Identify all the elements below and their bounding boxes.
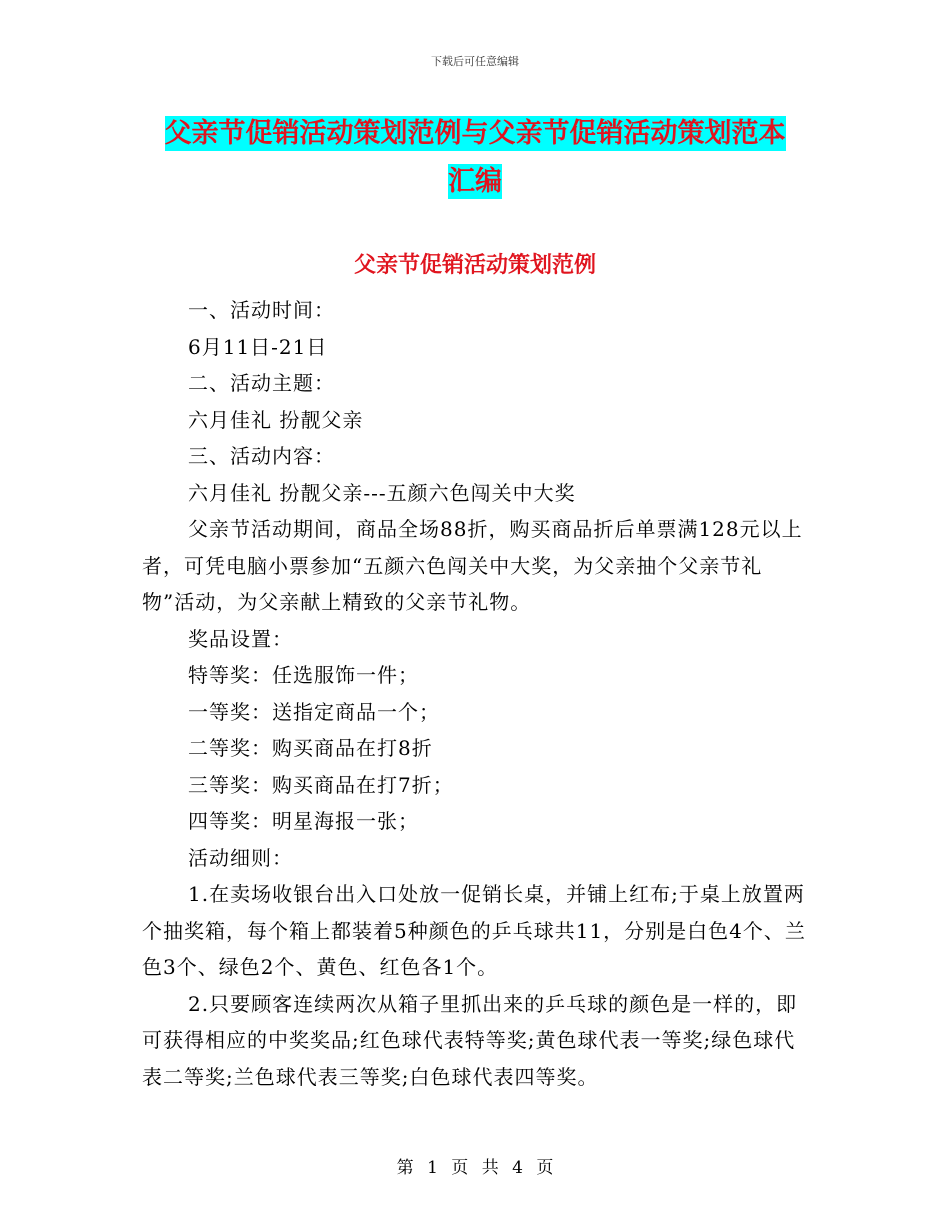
paragraph: 1.在卖场收银台出入口处放一促销长桌，并铺上红布;于桌上放置两个抽奖箱，每个箱上都装着5种颜色的乒乓球共11，分别是白色4个、兰色3个、绿色2个、黄色、红色各1个。 (142, 882, 806, 979)
paragraph: 三等奖：购买商品在打7折； (188, 772, 454, 797)
page-footer: 第 1 页 共 4 页 (396, 1158, 554, 1178)
header-note: 下载后可任意编辑 (431, 55, 519, 68)
paragraph: 六月佳礼 扮靓父亲---五颜六色闯关中大奖 (188, 480, 576, 505)
paragraph: 四等奖：明星海报一张； (188, 809, 419, 833)
title-line-1: 父亲节促销活动策划范例与父亲节促销活动策划范本 (164, 118, 786, 149)
section-title: 父亲节促销活动策划范例 (353, 252, 596, 278)
title-line-2: 汇编 (448, 166, 502, 197)
paragraph: 三、活动内容： (188, 444, 335, 468)
document-body (142, 292, 808, 1095)
paragraph: 活动细则： (188, 845, 293, 870)
paragraph: 一、活动时间： (188, 298, 335, 322)
paragraph: 特等奖：任选服饰一件； (188, 663, 419, 687)
paragraph: 父亲节活动期间，商品全场88折，购买商品折后单票满128元以上者，可凭电脑小票参加“五颜六色闯关中大奖，为父亲抽个父亲节礼物”活动，为父亲献上精致的父亲节礼物。 (142, 517, 803, 614)
paragraph: 6月11日-21日 (188, 334, 328, 359)
document-title (140, 110, 810, 206)
paragraph: 二等奖：购买商品在打8折 (188, 736, 433, 760)
paragraph: 2.只要顾客连续两次从箱子里抓出来的乒乓球的颜色是一样的，即可获得相应的中奖奖品;红色球代表特等奖;黄色球代表一等奖;绿色球代表二等奖;兰色球代表三等奖;白色球代表四等奖。 (142, 991, 798, 1089)
paragraph: 六月佳礼 扮靓父亲 (188, 407, 364, 432)
paragraph: 二、活动主题： (188, 371, 335, 395)
paragraph: 一等奖：送指定商品一个； (188, 699, 440, 724)
paragraph: 奖品设置： (188, 626, 293, 651)
